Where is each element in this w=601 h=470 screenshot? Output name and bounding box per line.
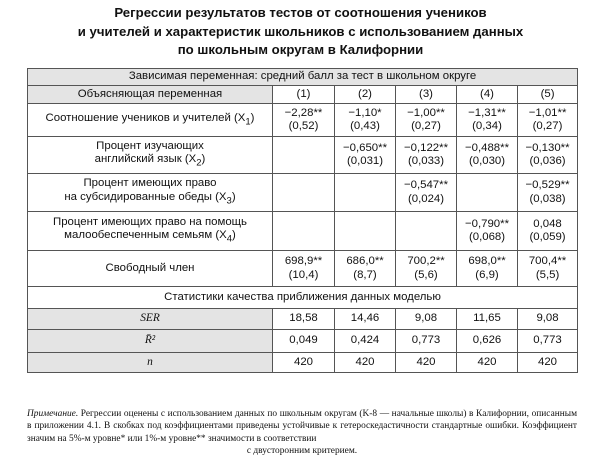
stats-row — [28, 330, 578, 353]
title-line: Регрессии результатов тестов от соотношения учеников — [114, 5, 487, 20]
table-row — [28, 137, 578, 174]
coef-cell — [396, 212, 457, 251]
coef-cell: −0,488** (0,030) — [457, 137, 518, 174]
coef-cell — [335, 212, 396, 251]
explanatory-variable-header: Объясняющая переменная — [28, 86, 273, 104]
stat-value: 0,773 — [518, 330, 578, 353]
coef-cell: 0,048 (0,059) — [518, 212, 578, 251]
stat-value: 0,626 — [457, 330, 518, 353]
note-prefix: Примечание. — [27, 409, 79, 419]
table-note — [27, 408, 577, 458]
stat-value: 11,65 — [457, 309, 518, 330]
column-header: (2) — [335, 86, 396, 104]
stat-value: 9,08 — [396, 309, 457, 330]
coef-cell: −0,130** (0,036) — [518, 137, 578, 174]
coef-cell: −0,790** (0,068) — [457, 212, 518, 251]
coef-cell: −1,01** (0,27) — [518, 104, 578, 137]
coef-cell: −0,122** (0,033) — [396, 137, 457, 174]
stats-row — [28, 353, 578, 373]
row-label: Процент изучающих английский язык $(X_2)$ — [28, 137, 273, 174]
row-label: Процент имеющих право на помощь малообеспеченным семьям $(X_4)$ — [28, 212, 273, 251]
coef-cell — [273, 174, 335, 212]
stats-header: Статистики качества приближения данных моделью — [28, 287, 578, 309]
stat-label: n — [28, 353, 273, 373]
title-line: по школьным округам в Калифорнии — [177, 42, 424, 57]
coef-cell: −0,547** (0,024) — [396, 174, 457, 212]
stat-value: 18,58 — [273, 309, 335, 330]
coef-cell — [457, 174, 518, 212]
stat-value: 0,049 — [273, 330, 335, 353]
table-row — [28, 174, 578, 212]
stat-value: 420 — [273, 353, 335, 373]
coef-cell: −2,28** (0,52) — [273, 104, 335, 137]
row-label: Свободный член — [28, 251, 273, 287]
stat-value: 0,424 — [335, 330, 396, 353]
row-label: Соотношение учеников и учителей $(X_1)$ — [28, 104, 273, 137]
stat-label: R̄² — [28, 330, 273, 353]
coef-cell: −0,650** (0,031) — [335, 137, 396, 174]
stat-label: SER — [28, 309, 273, 330]
coef-cell: −1,31** (0,34) — [457, 104, 518, 137]
stat-value: 420 — [518, 353, 578, 373]
column-header: (5) — [518, 86, 578, 104]
row-label: Процент имеющих право на субсидированные обеды $(X_3)$ — [28, 174, 273, 212]
coef-cell: 700,2** (5,6) — [396, 251, 457, 287]
coef-cell: 698,0** (6,9) — [457, 251, 518, 287]
note-last-line: с двусторонним критерием. — [246, 446, 358, 457]
stat-value: 0,773 — [396, 330, 457, 353]
table-row — [28, 104, 578, 137]
title-line: и учителей и характеристик школьников с использованием данных — [77, 23, 524, 39]
stat-value: 420 — [457, 353, 518, 373]
coef-cell: 698,9** (10,4) — [273, 251, 335, 287]
table-row — [28, 251, 578, 287]
coef-cell — [273, 212, 335, 251]
coef-cell: −0,529** (0,038) — [518, 174, 578, 212]
stats-row — [28, 309, 578, 330]
stat-value: 420 — [335, 353, 396, 373]
table-title — [0, 4, 601, 60]
stat-value: 9,08 — [518, 309, 578, 330]
coef-cell: 686,0** (8,7) — [335, 251, 396, 287]
coef-cell: −1,10* (0,43) — [335, 104, 396, 137]
note-body: Регрессии оценены с использованием данных по школьным округам (K-8 — начальные школы) в Калифорнии, описанным в приложении 4.1. В скобках под коэффициентами приведены устойчивые к гетероскедастичности стандартные ошибки. Коэффициент значим на 5%-м уровне* или 1%-м уровне** значимости в соответствии — [27, 409, 577, 444]
stat-value: 14,46 — [335, 309, 396, 330]
coef-cell: −1,00** (0,27) — [396, 104, 457, 137]
column-header: (3) — [396, 86, 457, 104]
dependent-variable-header: Зависимая переменная: средний балл за тест в школьном округе — [28, 69, 578, 86]
coef-cell: 700,4** (5,5) — [518, 251, 578, 287]
coef-cell — [273, 137, 335, 174]
coef-cell — [335, 174, 396, 212]
regression-table — [27, 68, 578, 373]
stat-value: 420 — [396, 353, 457, 373]
column-header: (1) — [273, 86, 335, 104]
table-row — [28, 212, 578, 251]
column-header: (4) — [457, 86, 518, 104]
